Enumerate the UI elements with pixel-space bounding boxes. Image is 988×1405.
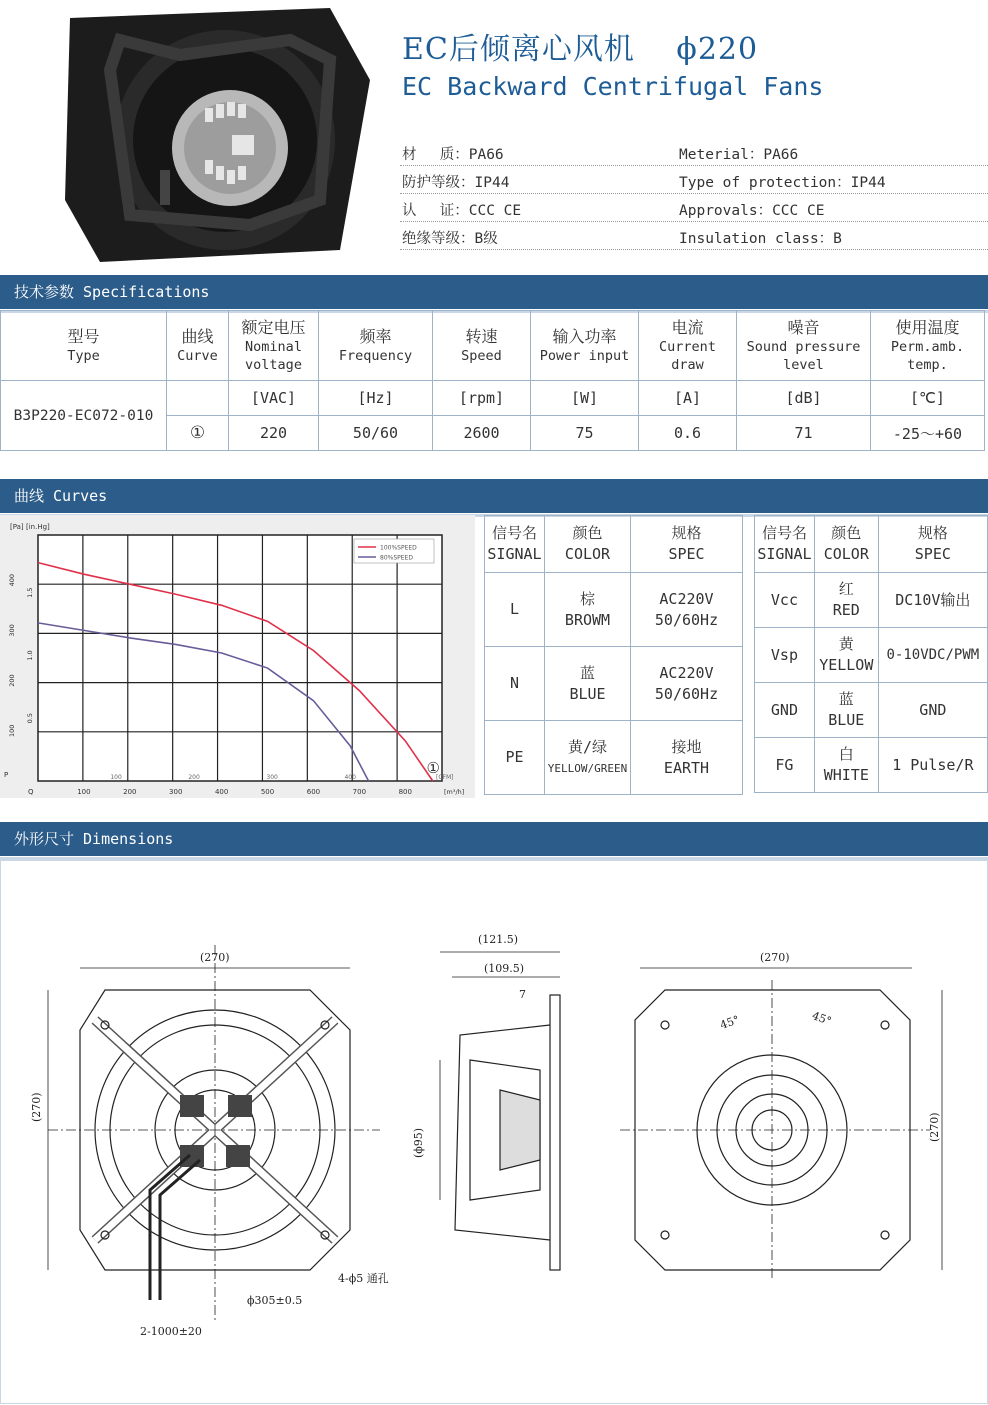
approvals-cn: 认 证：CCC CE bbox=[402, 203, 522, 219]
value-cell: 0.6 bbox=[639, 416, 737, 451]
x-tick-label: 300 bbox=[169, 788, 183, 796]
rear-view-drawing bbox=[620, 968, 942, 1280]
model-cell: B3P220-EC072-010 bbox=[1, 381, 167, 451]
dim-side-inner: (109.5) bbox=[484, 962, 525, 975]
material-cn: 材 质：PA66 bbox=[402, 147, 504, 163]
header-cell: 信号名 SIGNAL bbox=[485, 516, 545, 573]
spec-cell: AC220V 50/60Hz bbox=[631, 647, 743, 721]
col-type: 型号 Type bbox=[1, 311, 167, 381]
color-cell: 黄 YELLOW bbox=[814, 628, 878, 683]
unit-cell: [rpm] bbox=[433, 381, 531, 416]
col-power: 输入功率 Power input bbox=[531, 311, 639, 381]
value-cell: 75 bbox=[531, 416, 639, 451]
signal-table-control bbox=[754, 515, 988, 793]
x-tick-label: 400 bbox=[214, 788, 229, 796]
legend-label: 100%SPEED bbox=[380, 544, 417, 552]
performance-chart bbox=[0, 515, 475, 798]
col-frequency: 频率 Frequency bbox=[319, 311, 433, 381]
header-cell: 规格 SPEC bbox=[878, 516, 987, 573]
section-specifications: 技术参数 Specifications bbox=[0, 275, 988, 309]
spec-cell: 1 Pulse/R bbox=[878, 738, 987, 793]
signal-row bbox=[485, 721, 743, 795]
x-unit-top: [CFM] bbox=[436, 774, 454, 781]
y-tick-label: 400 bbox=[8, 573, 16, 587]
value-cell: 50/60 bbox=[319, 416, 433, 451]
x-tick-label-cfm: 400 bbox=[344, 774, 356, 781]
dim-front-diameter: ϕ305±0.5 bbox=[247, 1294, 303, 1307]
color-cell: 黄/绿 YELLOW/GREEN bbox=[545, 721, 631, 795]
value-cell: 220 bbox=[229, 416, 319, 451]
unit-cell: [dB] bbox=[737, 381, 871, 416]
front-view-drawing bbox=[48, 945, 380, 1320]
color-cell: 红 RED bbox=[814, 573, 878, 628]
curve-cell: ① bbox=[167, 416, 229, 451]
approvals-en: Approvals：CCC CE bbox=[679, 203, 825, 219]
x-tick-label: 600 bbox=[306, 788, 321, 796]
col-noise: 噪音 Sound pressure level bbox=[737, 311, 871, 381]
insulation-cn: 绝缘等级：B级 bbox=[402, 231, 498, 247]
signal-header-row bbox=[755, 516, 988, 573]
protection-cn: 防护等级：IP44 bbox=[402, 175, 510, 191]
unit-cell: [℃] bbox=[871, 381, 985, 416]
unit-cell: [Hz] bbox=[319, 381, 433, 416]
dim-side-inlet: (ϕ95) bbox=[412, 1127, 425, 1158]
signal-cell: PE bbox=[485, 721, 545, 795]
color-cell: 白 WHITE bbox=[814, 738, 878, 793]
unit-cell: [W] bbox=[531, 381, 639, 416]
y-tick-label-inhg: 0.5 bbox=[26, 713, 34, 724]
signal-row bbox=[485, 647, 743, 721]
y-tick-label: 300 bbox=[8, 624, 16, 637]
spec-units-row bbox=[1, 381, 985, 416]
signal-header-row bbox=[485, 516, 743, 573]
header-cell: 规格 SPEC bbox=[631, 516, 743, 573]
plot-area bbox=[38, 535, 442, 781]
divider bbox=[400, 193, 988, 194]
dim-front-holes: 4-ϕ5 通孔 bbox=[338, 1272, 389, 1285]
col-current: 电流 Current draw bbox=[639, 311, 737, 381]
dim-rear-height: (270) bbox=[928, 1112, 941, 1142]
spec-cell: 接地 EARTH bbox=[631, 721, 743, 795]
dim-front-width: (270) bbox=[200, 951, 230, 964]
color-cell: 蓝 BLUE bbox=[545, 647, 631, 721]
section-curves: 曲线 Curves bbox=[0, 479, 988, 513]
x-tick-label-cfm: 200 bbox=[188, 774, 200, 781]
signal-cell: L bbox=[485, 573, 545, 647]
y-tick-label: 200 bbox=[8, 674, 16, 687]
signal-cell: Vsp bbox=[755, 628, 815, 683]
legend-label: 80%SPEED bbox=[380, 554, 413, 562]
performance-chart-panel bbox=[0, 515, 475, 798]
col-curve: 曲线 Curve bbox=[167, 311, 229, 381]
unit-cell: [VAC] bbox=[229, 381, 319, 416]
x-tick-label: 700 bbox=[352, 788, 367, 796]
y-unit-right: [in.Hg] bbox=[26, 523, 50, 531]
dim-rear-angle-2: 45° bbox=[810, 1009, 834, 1028]
curve-number-label: ① bbox=[426, 759, 440, 777]
value-cell: 71 bbox=[737, 416, 871, 451]
product-title-en: EC Backward Centrifugal Fans bbox=[402, 72, 824, 101]
spec-cell: DC10V输出 bbox=[878, 573, 987, 628]
dim-front-height: (270) bbox=[30, 1092, 43, 1122]
unit-cell: [A] bbox=[639, 381, 737, 416]
x-tick-label: 500 bbox=[260, 788, 275, 796]
spec-cell: 0-10VDC/PWM bbox=[878, 628, 987, 683]
divider bbox=[400, 221, 988, 222]
header-cell: 颜色 COLOR bbox=[814, 516, 878, 573]
x-tick-label-cfm: 300 bbox=[266, 774, 278, 781]
x-tick-label: 200 bbox=[123, 788, 137, 796]
header-cell: 颜色 COLOR bbox=[545, 516, 631, 573]
dim-side-total: (121.5) bbox=[478, 933, 519, 946]
col-temperature: 使用温度 Perm.amb. temp. bbox=[871, 311, 985, 381]
col-voltage: 额定电压 Nominal voltage bbox=[229, 311, 319, 381]
color-cell: 棕 BROWM bbox=[545, 573, 631, 647]
dim-rear-angle-1: 45° bbox=[718, 1013, 742, 1032]
dim-rear-width: (270) bbox=[760, 951, 790, 964]
x-unit-bottom: [m³/h] bbox=[444, 788, 465, 796]
value-cell: 2600 bbox=[433, 416, 531, 451]
signal-row bbox=[755, 628, 988, 683]
col-speed: 转速 Speed bbox=[433, 311, 531, 381]
signal-row bbox=[755, 738, 988, 793]
y-unit-left: [Pa] bbox=[10, 523, 24, 531]
fan-product-photo bbox=[0, 0, 390, 265]
divider bbox=[400, 165, 988, 166]
header-cell: 信号名 SIGNAL bbox=[755, 516, 815, 573]
signal-cell: N bbox=[485, 647, 545, 721]
insulation-en: Insulation class：B bbox=[679, 231, 842, 247]
x-tick-label-cfm: 100 bbox=[110, 774, 122, 781]
protection-en: Type of protection：IP44 bbox=[679, 175, 886, 191]
y-tick-label-inhg: 1.5 bbox=[26, 587, 34, 598]
y-tick-label-inhg: 1.0 bbox=[26, 650, 34, 661]
signal-row bbox=[485, 573, 743, 647]
dim-side-flange: 7 bbox=[519, 988, 526, 1001]
dim-front-cable: 2-1000±20 bbox=[140, 1325, 202, 1338]
value-cell: -25～+60 bbox=[871, 416, 985, 451]
spec-cell: GND bbox=[878, 683, 987, 738]
signal-cell: GND bbox=[755, 683, 815, 738]
signal-cell: Vcc bbox=[755, 573, 815, 628]
spec-cell: AC220V 50/60Hz bbox=[631, 573, 743, 647]
signal-table-power bbox=[484, 515, 743, 795]
x-tick-label: 100 bbox=[77, 788, 91, 796]
signal-row bbox=[755, 683, 988, 738]
side-view-drawing bbox=[440, 952, 560, 1270]
spec-header-row bbox=[1, 311, 985, 381]
section-dimensions: 外形尺寸 Dimensions bbox=[0, 822, 988, 856]
material-en: Meterial：PA66 bbox=[679, 147, 799, 163]
spec-table bbox=[0, 310, 985, 451]
table-cell bbox=[167, 381, 229, 416]
x-tick-label: 800 bbox=[398, 788, 412, 796]
signal-cell: FG bbox=[755, 738, 815, 793]
color-cell: 蓝 BLUE bbox=[814, 683, 878, 738]
y-tick-label: 100 bbox=[8, 724, 16, 738]
divider bbox=[400, 249, 988, 250]
product-title-cn: EC后倾离心风机 ϕ220 bbox=[402, 32, 759, 67]
x-axis-label: Q bbox=[28, 788, 34, 796]
signal-row bbox=[755, 573, 988, 628]
y-axis-label: P bbox=[4, 771, 9, 779]
